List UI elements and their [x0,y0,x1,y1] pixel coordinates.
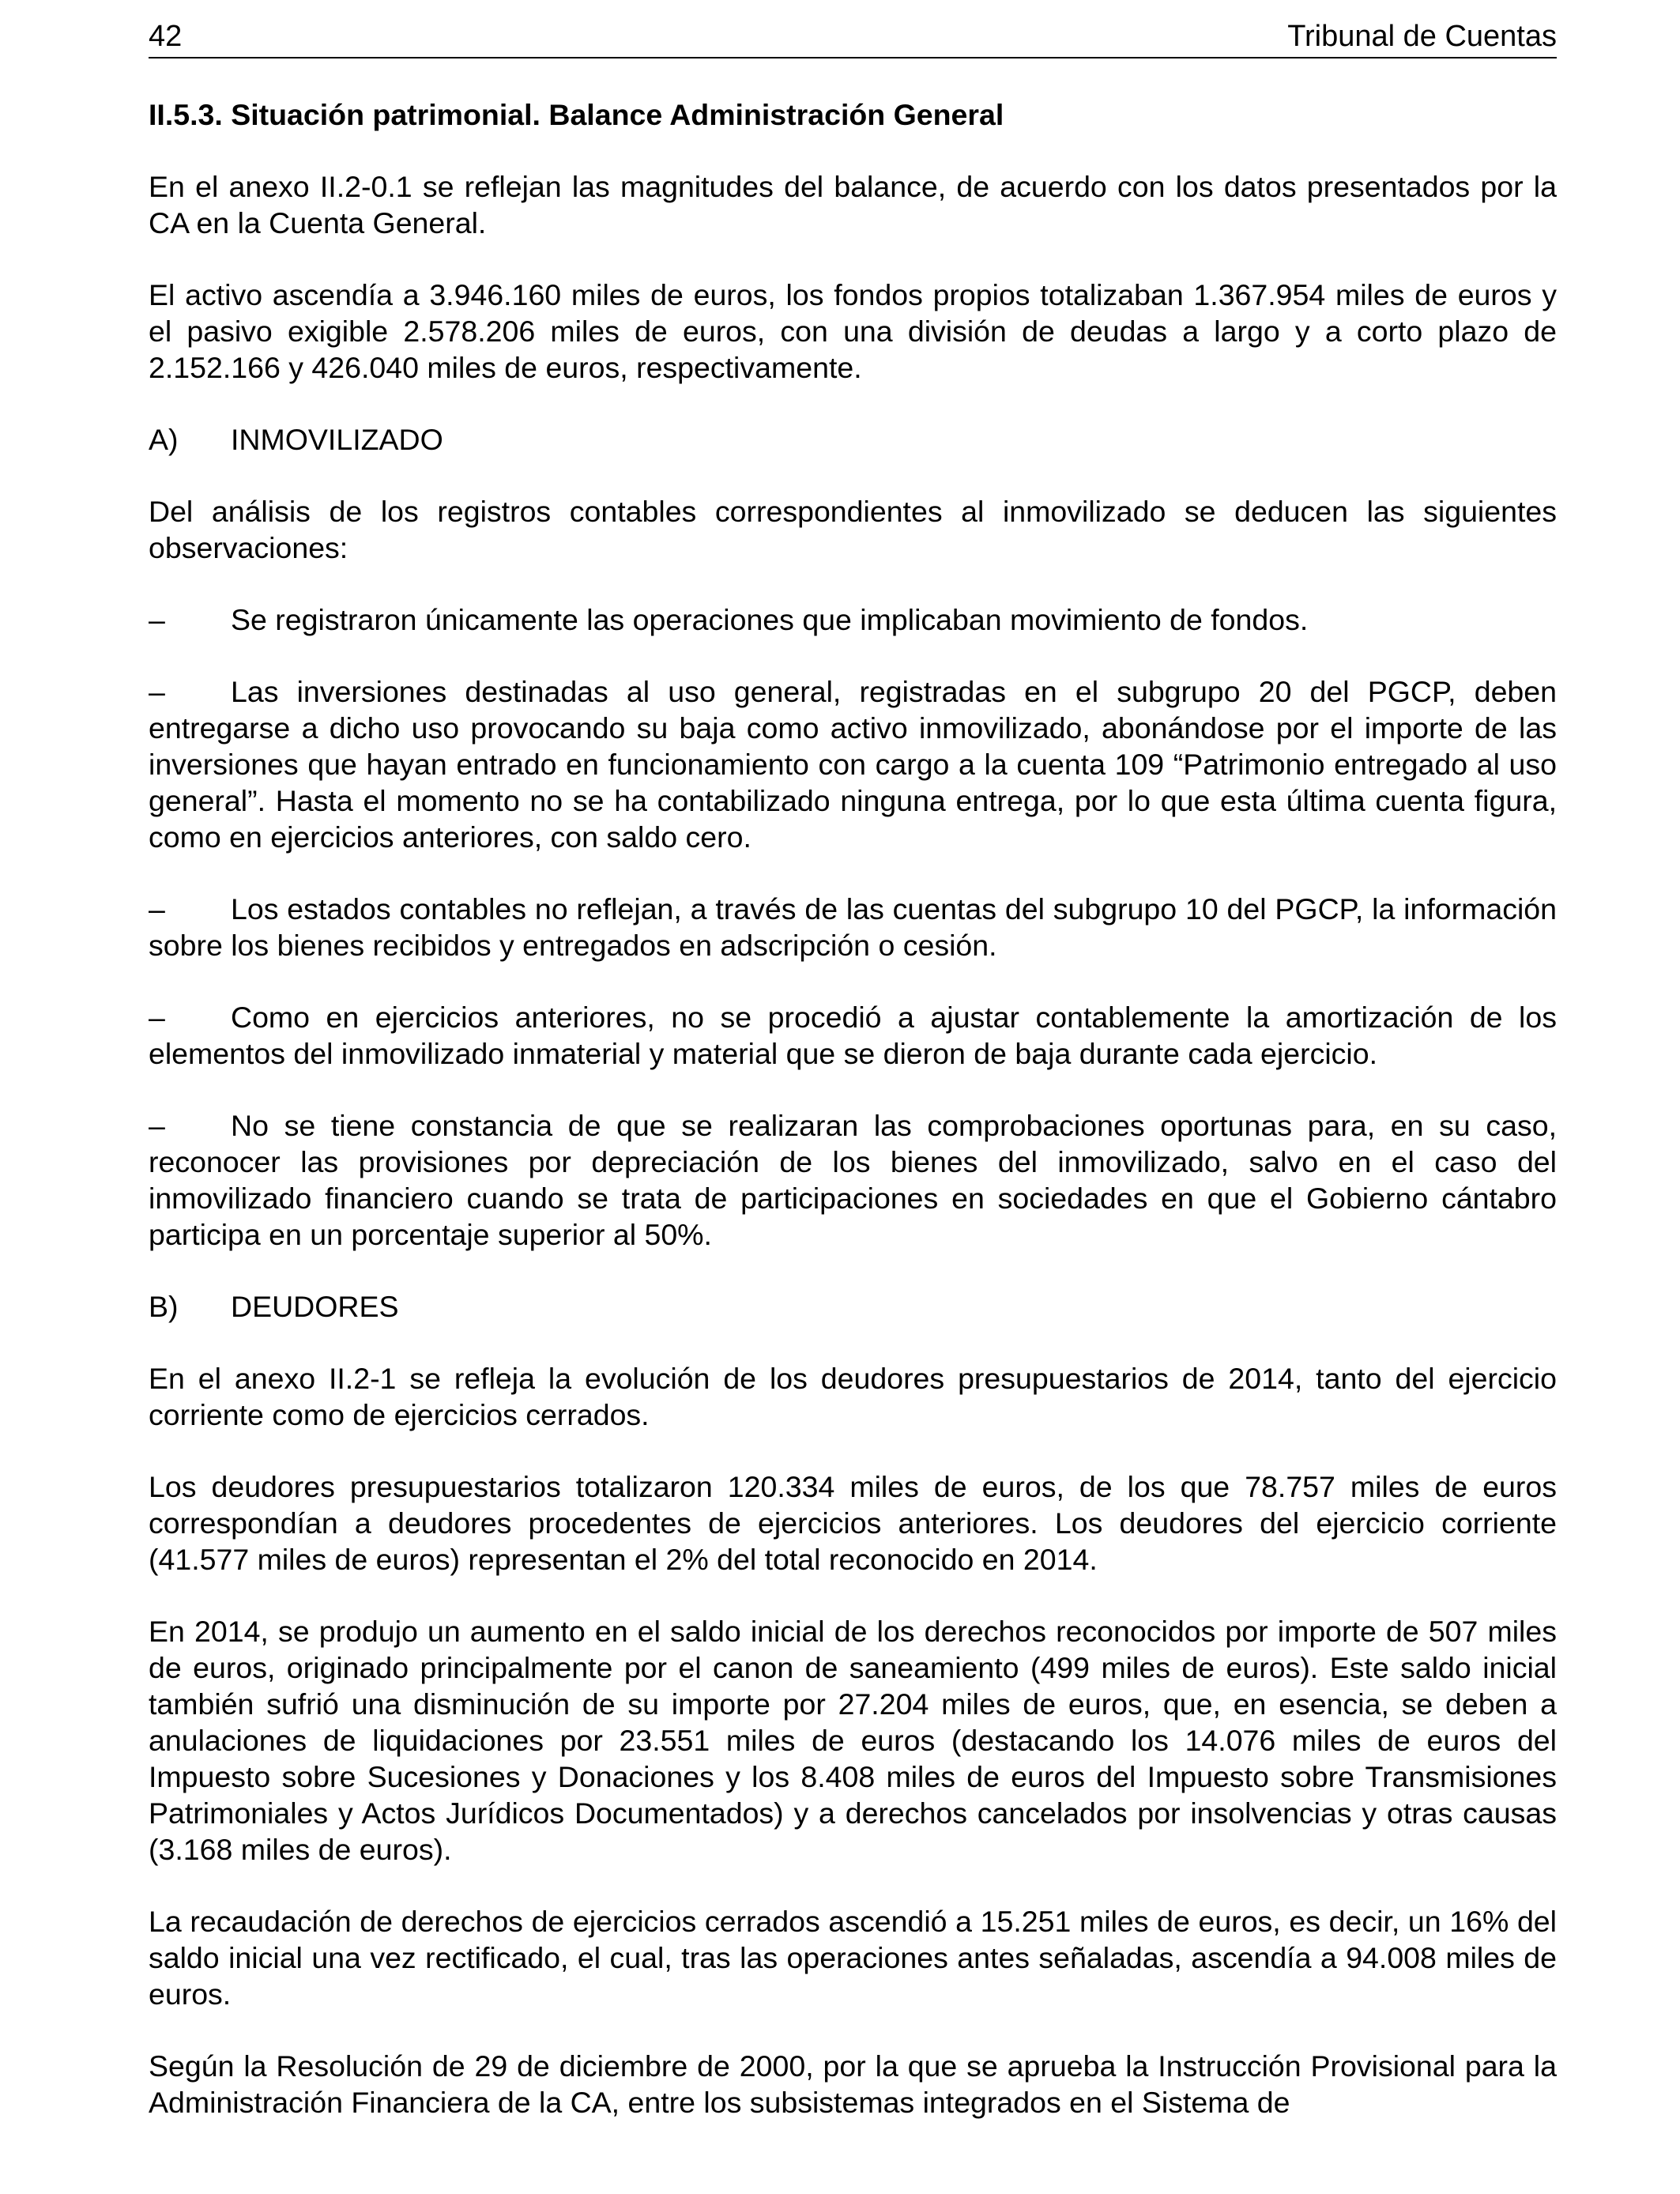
paragraph-deudores-3: En 2014, se produjo un aumento en el saldo inicial de los derechos reconocidos por importe de 507 miles de euros, originado principalmente por el canon de saneamiento (499 miles de euros). Este saldo inicial también sufrió una disminución de su importe por 27.204 miles de euros, que, en esencia, se deben a anulaciones de liquidaciones por 23.551 miles de euros (destacando los 14.076 miles de euros del Impuesto sobre Sucesiones y Donaciones y los 8.408 miles de euros del Impuesto sobre Transmisiones Patrimoniales y Actos Jurídicos Documentados) y a derechos cancelados por insolvencias y otras causas (3.168 miles de euros). [149,1615,1557,1866]
paragraph-intro-2: El activo ascendía a 3.946.160 miles de euros, los fondos propios totalizaban 1.367.954 miles de euros y el pasivo exigible 2.578.206 miles de euros, con una división de deudas a largo y a corto plazo de 2.152.166 y 426.040 miles de euros, respectivamente. [149,278,1557,384]
subsection-title: INMOVILIZADO [231,423,443,456]
dash-marker: – [149,892,165,925]
paragraph-intro-1: En el anexo II.2-0.1 se reflejan las magnitudes del balance, de acuerdo con los datos presentados por la CA en la Cuenta General. [149,170,1557,239]
list-item-text: Las inversiones destinadas al uso general, registradas en el subgrupo 20 del PGCP, deben entregarse a dicho uso provocando su baja como activo inmovilizado, abonándose por el importe de las inversiones que hayan entrado en funcionamiento con cargo a la cuenta 109 “Patrimonio entregado al uso general”. Hasta el momento no se ha contabilizado ninguna entrega, por lo que esta última cuenta figura, como en ejercicios anteriores, con saldo cero. [149,675,1557,854]
page-number: 42 [149,20,183,53]
dash-marker: – [149,603,165,636]
list-item-text: Como en ejercicios anteriores, no se procedió a ajustar contablemente la amortización de los elementos del inmovilizado inmaterial y material que se dieron de baja durante cada ejercicio. [149,1001,1557,1070]
paragraph-deudores-2: Los deudores presupuestarios totalizaron 120.334 miles de euros, de los que 78.757 miles de euros correspondían a deudores procedentes de ejercicios anteriores. Los deudores del ejercicio corriente (41.577 miles de euros) representan el 2% del total reconocido en 2014. [149,1470,1557,1576]
subsection-heading-deudores [149,1288,1557,1325]
header-title: Tribunal de Cuentas [1287,20,1557,53]
list-item-text: Los estados contables no reflejan, a través de las cuentas del subgrupo 10 del PGCP, la información sobre los bienes recibidos y entregados en adscripción o cesión. [149,892,1557,962]
paragraph-deudores-1: En el anexo II.2-1 se refleja la evolución de los deudores presupuestarios de 2014, tanto del ejercicio corriente como de ejercicios cerrados. [149,1362,1557,1431]
subsection-title: DEUDORES [231,1290,399,1323]
list-item-text: Se registraron únicamente las operaciones que implicaban movimiento de fondos. [231,603,1309,636]
subsection-letter: A) [149,423,179,456]
section-heading: II.5.3. Situación patrimonial. Balance Administración General [149,98,1004,131]
list-item [149,891,1557,963]
dash-marker: – [149,1001,165,1034]
document-body [149,96,1557,2156]
paragraph-deudores-5: Según la Resolución de 29 de diciembre de 2000, por la que se aprueba la Instrucción Provisional para la Administración Financiera de la CA, entre los subsistemas integrados en el Sistema de [149,2049,1557,2119]
subsection-letter: B) [149,1290,179,1323]
list-item [149,601,1557,638]
subsection-heading-inmovilizado [149,421,1557,458]
dash-marker: – [149,675,165,708]
list-item [149,1107,1557,1253]
page-header [149,19,1557,58]
list-item [149,999,1557,1072]
list-item [149,673,1557,855]
paragraph-deudores-4: La recaudación de derechos de ejercicios cerrados ascendió a 15.251 miles de euros, es decir, un 16% del saldo inicial una vez rectificado, el cual, tras las operaciones antes señaladas, ascendía a 94.008 miles de euros. [149,1905,1557,2011]
dash-marker: – [149,1109,165,1142]
paragraph-inmovilizado-intro: Del análisis de los registros contables correspondientes al inmovilizado se deducen las siguientes observaciones: [149,495,1557,564]
list-item-text: No se tiene constancia de que se realizaran las comprobaciones oportunas para, en su caso, reconocer las provisiones por depreciación de los bienes del inmovilizado, salvo en el caso del inmovilizado financiero cuando se trata de participaciones en sociedades en que el Gobierno cántabro participa en un porcentaje superior al 50%. [149,1109,1557,1251]
